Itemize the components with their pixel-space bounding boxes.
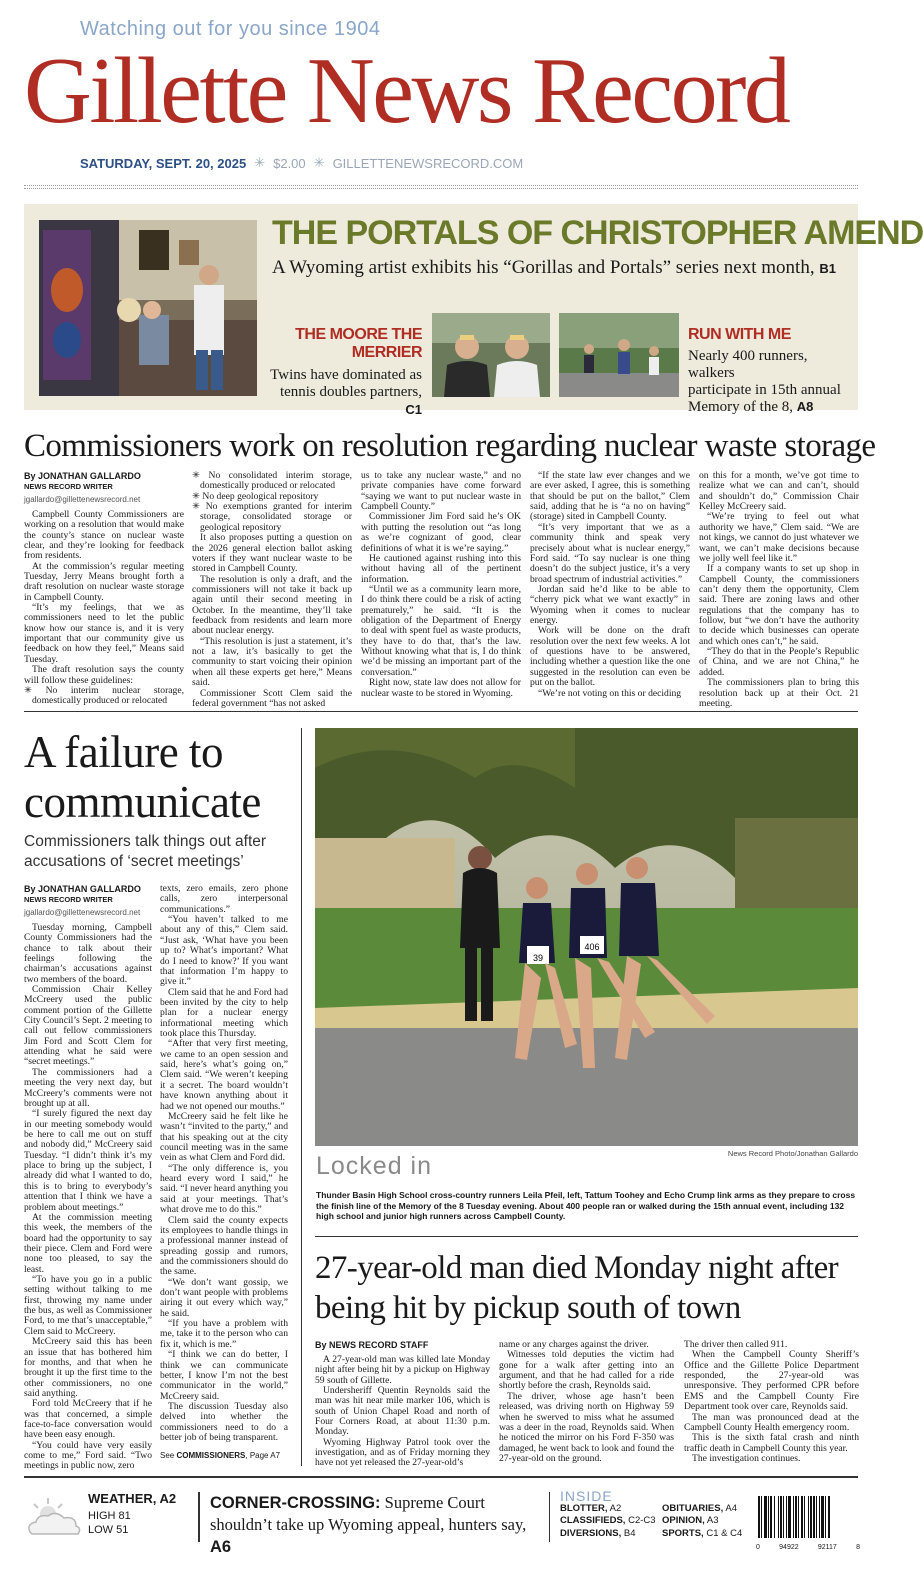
inside-list-left (560, 1503, 656, 1540)
inside-item[interactable]: BLOTTER, A2 (560, 1503, 622, 1514)
teaser-body: Twins have dominated as tennis doubles partners, C1 (270, 367, 422, 417)
barcode-bar (778, 1496, 779, 1538)
artist-photo (39, 220, 257, 396)
separator-icon: ✳ (254, 155, 266, 170)
barcode-bar (795, 1496, 797, 1538)
inside-item[interactable]: OPINION, A3 (662, 1515, 719, 1527)
teaser-tennis[interactable] (270, 326, 422, 419)
nuclear-col-2: ✳ No consolidated interim storage, domestically produced or relocated ✳ No deep geological repository ✳ No exemptions granted for interim storage, consolidated storage or geological repository It also proposes putting a question on the 2026 general election ballot asking voters if they want nuclear waste to be stored in Campbell County. The resolution is only a draft, and the commissioners will not take it back up again until their second meeting in October. In the meantime, they’ll take feedback from residents and learn more about nuclear energy. “This resolution is just a statement, it’s not a law, it’s basically to get the community to start voicing their opinion when all these experts get here,” Means said. Commissioner Scott Clem said the federal government “has not asked (192, 470, 352, 709)
footer-rule (24, 1476, 858, 1478)
barcode-digit: 8 (856, 1544, 860, 1551)
issue-date: SATURDAY, SEPT. 20, 2025 (80, 155, 247, 171)
failure-headline[interactable]: A failure to communicate (24, 727, 261, 827)
column-divider (301, 728, 302, 1466)
jump-line[interactable]: See COMMISSIONERS, Page A7 (160, 1451, 281, 1460)
story-text: A 27-year-old man was killed late Monday night after being hit by a pickup on Highway 59 south of Gillette. Undersheriff Quentin Reynolds said the man was hit near mile marker 106, which is south of Union Chapel Road and north of Four Corners Road, at about 11:30 p.m. Monday. Wyoming Highway Patrol took over the investigation, and as of Friday morning they have not yet released the 27-year-old’s (315, 1353, 490, 1469)
website[interactable]: GILLETTENEWSRECORD.COM (332, 155, 524, 171)
runners-photo-small (559, 313, 679, 397)
cross-country-illustration (315, 728, 858, 1146)
cross-country-photo (315, 728, 858, 1146)
barcode-bar (758, 1496, 760, 1538)
nuclear-col-4: “If the state law ever changes and we are ever asked, I agree, this is something that should be put on the ballot,” Clem said, adding that he is “a no on having” (storage) sited in Campbell County. “It’s very important that we as a community think and speak very precisely about what is nuclear energy,” Ford said. “To say nuclear is one thing doesn’t do the subject justice, it’s a very broad spectrum of industrial activities.” Jordan said he’d like to be able to “cherry pick what we want exactly” in Wyoming when it comes to nuclear energy. Work will be done on the draft resolution over the next few weeks. A lot of questions have to be answered, including whether a question like the one suggested in the resolution can even be put on the ballot. “We’re not voting on this or deciding (530, 470, 690, 699)
barcode-bar (825, 1496, 826, 1538)
promo-subhead: A Wyoming artist exhibits his “Gorillas and Portals” series next month, B1 (272, 257, 836, 278)
barcode-bar (764, 1496, 767, 1538)
weather-label[interactable]: WEATHER, A2 (88, 1491, 177, 1506)
crash-col-1 (315, 1340, 490, 1469)
twins-photo (432, 313, 550, 397)
barcode-bar (788, 1496, 791, 1538)
artist-photo-illustration (39, 220, 257, 396)
barcode (756, 1496, 860, 1550)
nuclear-headline[interactable]: Commissioners work on resolution regarding nuclear waste storage (24, 428, 876, 464)
byline: By NEWS RECORD STAFF (315, 1340, 429, 1350)
barcode-bar (816, 1496, 817, 1538)
barcode-bar (828, 1496, 830, 1538)
price: $2.00 (273, 155, 306, 171)
story-text: Campbell County Commissioners are working on a resolution that would make the county’s stance on nuclear waste clear, and they’re looking for feedback from residents. At the commission’s regular meeting Tuesday, Jerry Means brought forth a draft resolution on nuclear waste storage in Campbell County. “It’s my feelings, that we as commissioners need to let the public know how our stance is, and it is very important that our community give us feedback on how they feel,” Means said Tuesday. The draft resolution says the county will follow these guidelines: ✳ No interim nuclear storage, domestically produced or relocated (24, 508, 184, 707)
barcode-bar (780, 1496, 782, 1538)
story-text: Tuesday morning, Campbell County Commissioners had the chance to talk about their feelings following the chairman’s accusations against two members of the board. Commission Chair Kelley McCreery used the public comment portion of the Gillette City Council’s Sept. 2 meeting to call out fellow commissioners Jim Ford and Scott Clem for attending what he said were “secret meetings.” The commissioners had a meeting the very next day, but McCreery’s comments were not brought up at all. “I surely figured the next day in our meeting somebody would be here to call me out on stuff and nobody did,” McCreery said Tuesday. “I didn’t think it’s my place to bring up the subject, I already did what I wanted to do, this is to bring to everybody’s attention that I think we have a problem about meetings.” At the commission meeting this week, the members of the board had the opportunity to say their piece. Clem and Ford were none too pleased, to say the least. “To have you go in a public setting without talking to me first, throwing my name under the bus, as well as Commissioner Ford, to me that’s unacceptable,” Clem said to McCreery. McCreery said this has been an issue that has bothered him for months, and that when he brought it up the first time to the other commissioners, no one said anything. Ford told McCreery that if he was that concerned, a simple face-to-face conversation would have been easy enough. “You could have very easily come to me,” Ford said. “Two meetings in public now, zero (24, 921, 152, 1472)
barcode-digits: 92117 (817, 1544, 837, 1551)
barcode-digit: 0 (756, 1544, 760, 1551)
teaser-body: Nearly 400 runners, walkers participate in 15th annual Memory of the 8, A8 (688, 347, 841, 416)
masthead-divider (24, 185, 858, 189)
author-email[interactable]: jgallardo@gillettenewsrecord.net (24, 907, 141, 917)
barcode-bar (813, 1496, 815, 1538)
footer-teaser[interactable]: CORNER-CROSSING: Supreme Court shouldn’t take up Wyoming appeal, hunters say, A6 (210, 1493, 527, 1556)
barcode-digits: 94922 (779, 1544, 799, 1551)
barcode-bar (786, 1496, 787, 1538)
nuclear-col-5: on this for a month, we’ve got time to realize what we can and can’t, should and shouldn’t do,” Commission Chair Kelley McCreery said. “We’re trying to feel out what authority we have,” Clem said. “We are not kings, we cannot do just whatever we want, we can’t make decisions because we jolly well feel like it.” If a company wants to set up shop in Campbell County, the commissioners can’t deny them the opportunity, Clem said. There are zoning laws and other regulations that the company has to follow, but “we don’t have the authority to decide which businesses can operate and which ones can’t,” he said. “They do that in the People’s Republic of China, and we are not China,” he added. The commissioners plan to bring this resolution back up at their Oct. 21 meeting. (699, 470, 859, 709)
teaser-headline: THE MOORE THE MERRIER (295, 326, 422, 361)
barcode-bar (801, 1496, 803, 1538)
inside-list-right (662, 1503, 742, 1540)
failure-col-1 (24, 884, 152, 1472)
barcode-bar (808, 1496, 809, 1538)
barcode-bar (768, 1496, 769, 1538)
barcode-bar (798, 1496, 799, 1538)
weather-low: LOW 51 (88, 1524, 129, 1536)
promo-headline[interactable]: THE PORTALS OF CHRISTOPHER AMEND (272, 214, 923, 252)
photo-caption: Thunder Basin High School cross-country runners Leila Pfeil, left, Tattum Toohey and Echo Crump link arms as they prepare to cross the finish line of the Memory of the 8 Tuesday evening. About 400 people ran or walked during the 15th annual event, including 132 high school and junior high runners across Campbell County. (316, 1190, 856, 1222)
barcode-bar (761, 1496, 762, 1538)
failure-col-2 (160, 883, 288, 1444)
author-email[interactable]: jgallardo@gillettenewsrecord.net (24, 494, 141, 504)
failure-deck: Commissioners talk things out after accusations of ‘secret meetings’ (24, 833, 267, 871)
photo-credit: News Record Photo/Jonathan Gallardo (727, 1149, 858, 1158)
byline: By JONATHAN GALLARDO NEWS RECORD WRITER (24, 471, 141, 491)
footer-divider (549, 1492, 550, 1542)
inside-item[interactable]: DIVERSIONS, B4 (560, 1527, 636, 1539)
nuclear-col-3: us to take any nuclear waste,” and no private companies have come forward “saying we want to put nuclear waste in Campbell County.” Commissioner Jim Ford said he’s OK with putting the resolution out “as long as we’re cognizant of good, clear definitions of what it is we’re saying.” He cautioned against rushing into this without having all of the pertinent information. “Until we as a community learn more, I do think there could be a risk of acting prematurely,” he said. “It is the obligation of the Department of Energy to deal with spent fuel as waste products, they have to do that, that’s the law. Without knowing what that is, I do think we’d be missing an important part of the conversation.” Right now, state law does not allow for nuclear waste to be stored in Wyoming. (361, 470, 521, 699)
runners-small-illustration (559, 313, 679, 397)
barcode-bar (819, 1496, 820, 1538)
barcode-bar (770, 1496, 772, 1538)
barcode-bar (793, 1496, 794, 1538)
section-divider (315, 1236, 858, 1237)
crash-col-2: name or any charges against the driver. Witnesses told deputies the victim had gone for a walk after getting into an argument, and that he had called for a ride shortly before the crash, Reynolds said. The driver, whose age hasn’t been released, was driving north on Highway 59 when he swerved to miss what he assumed was a deer in the road, Reynolds said. When he noticed the mirror on his Ford F-350 was damaged, he went back to look and found the 27-year-old on the ground. (499, 1339, 674, 1464)
byline: By JONATHAN GALLARDO NEWS RECORD WRITER (24, 884, 141, 904)
footer-divider (198, 1492, 200, 1542)
teaser-headline: RUN WITH ME (688, 326, 791, 343)
barcode-bar (821, 1496, 824, 1538)
barcode-bar (774, 1496, 775, 1538)
barcode-bars (756, 1496, 860, 1538)
crash-col-3: The driver then called 911. When the Campbell County Sheriff’s Office and the Gillette Police Department responded, the 27-year-old was unresponsive. They performed CPR before EMS and the Campbell County Fire Department took over care, Reynolds said. The man was pronounced dead at the Campbell County Health emergency room. This is the sixth fatal crash and ninth traffic death in Campbell County this year. The investigation continues. (684, 1339, 859, 1464)
section-divider (24, 711, 858, 712)
barcode-bar (804, 1496, 805, 1538)
tagline: Watching out for you since 1904 (80, 18, 381, 40)
newspaper-title: Gillette News Record (24, 39, 789, 143)
bib-number: 39 (532, 953, 544, 963)
inside-label: INSIDE (560, 1488, 613, 1504)
twins-photo-illustration (432, 313, 550, 397)
barcode-bar (783, 1496, 784, 1538)
barcode-bar (810, 1496, 812, 1538)
weather-high: HIGH 81 (88, 1510, 131, 1522)
inside-item[interactable]: SPORTS, C1 & C4 (662, 1527, 743, 1539)
inside-item[interactable]: CLASSIFIEDS, C2-C3 (560, 1515, 656, 1527)
weather-icon (24, 1496, 82, 1538)
separator-icon: ✳ (313, 155, 325, 170)
nuclear-col-1 (24, 471, 184, 707)
crash-headline[interactable]: 27-year-old man died Monday night after being hit by pickup south of town (315, 1250, 839, 1326)
teaser-run[interactable] (688, 326, 853, 417)
bib-number: 406 (584, 942, 600, 952)
inside-item[interactable]: OBITUARIES, A4 (662, 1503, 737, 1514)
story-text: texts, zero emails, zero phone calls, zero interpersonal communications.” “You haven’t talked to me about any of this,” Clem said. “Just ask, ‘What have you been up to? What’s important? What do I need to know?’ If you want that information I’m happy to give it.” Clem said that he and Ford had been invited by the city to help plan for a nuclear energy informational meeting which took place this Thursday. “After that very first meeting, we came to an open session and said, here’s what’s going on,” Clem said. “We weren’t keeping it a secret. The board wouldn’t have known anything about it had we not opened our mouths.” McCreery said he felt like he wasn’t “invited to the party,” and that his speaking out at the city council meeting was in the same vein as what Clem and Ford did. “The only difference is, you heard every word I said,” he said. “I never heard anything you said at your meetings. That’s what drove me to do this.” Clem said the county expects its employees to handle things in a professional manner instead of spreading gossip and rumors, and the commissioners should do the same. “We don’t want gossip, we don’t want people with problems airing it out every which way,” he said. “If you have a problem with me, take it to the person who can fix it, which is me.” “I think we can do better, I think we can communicate better, I know I’m not the best communicator in the world,” McCreery said. The discussion Tuesday also delved into whether the commissioners need to do a better job of being transparent. (160, 883, 288, 1444)
photo-label: Locked in (316, 1152, 433, 1180)
dateline (80, 155, 523, 171)
